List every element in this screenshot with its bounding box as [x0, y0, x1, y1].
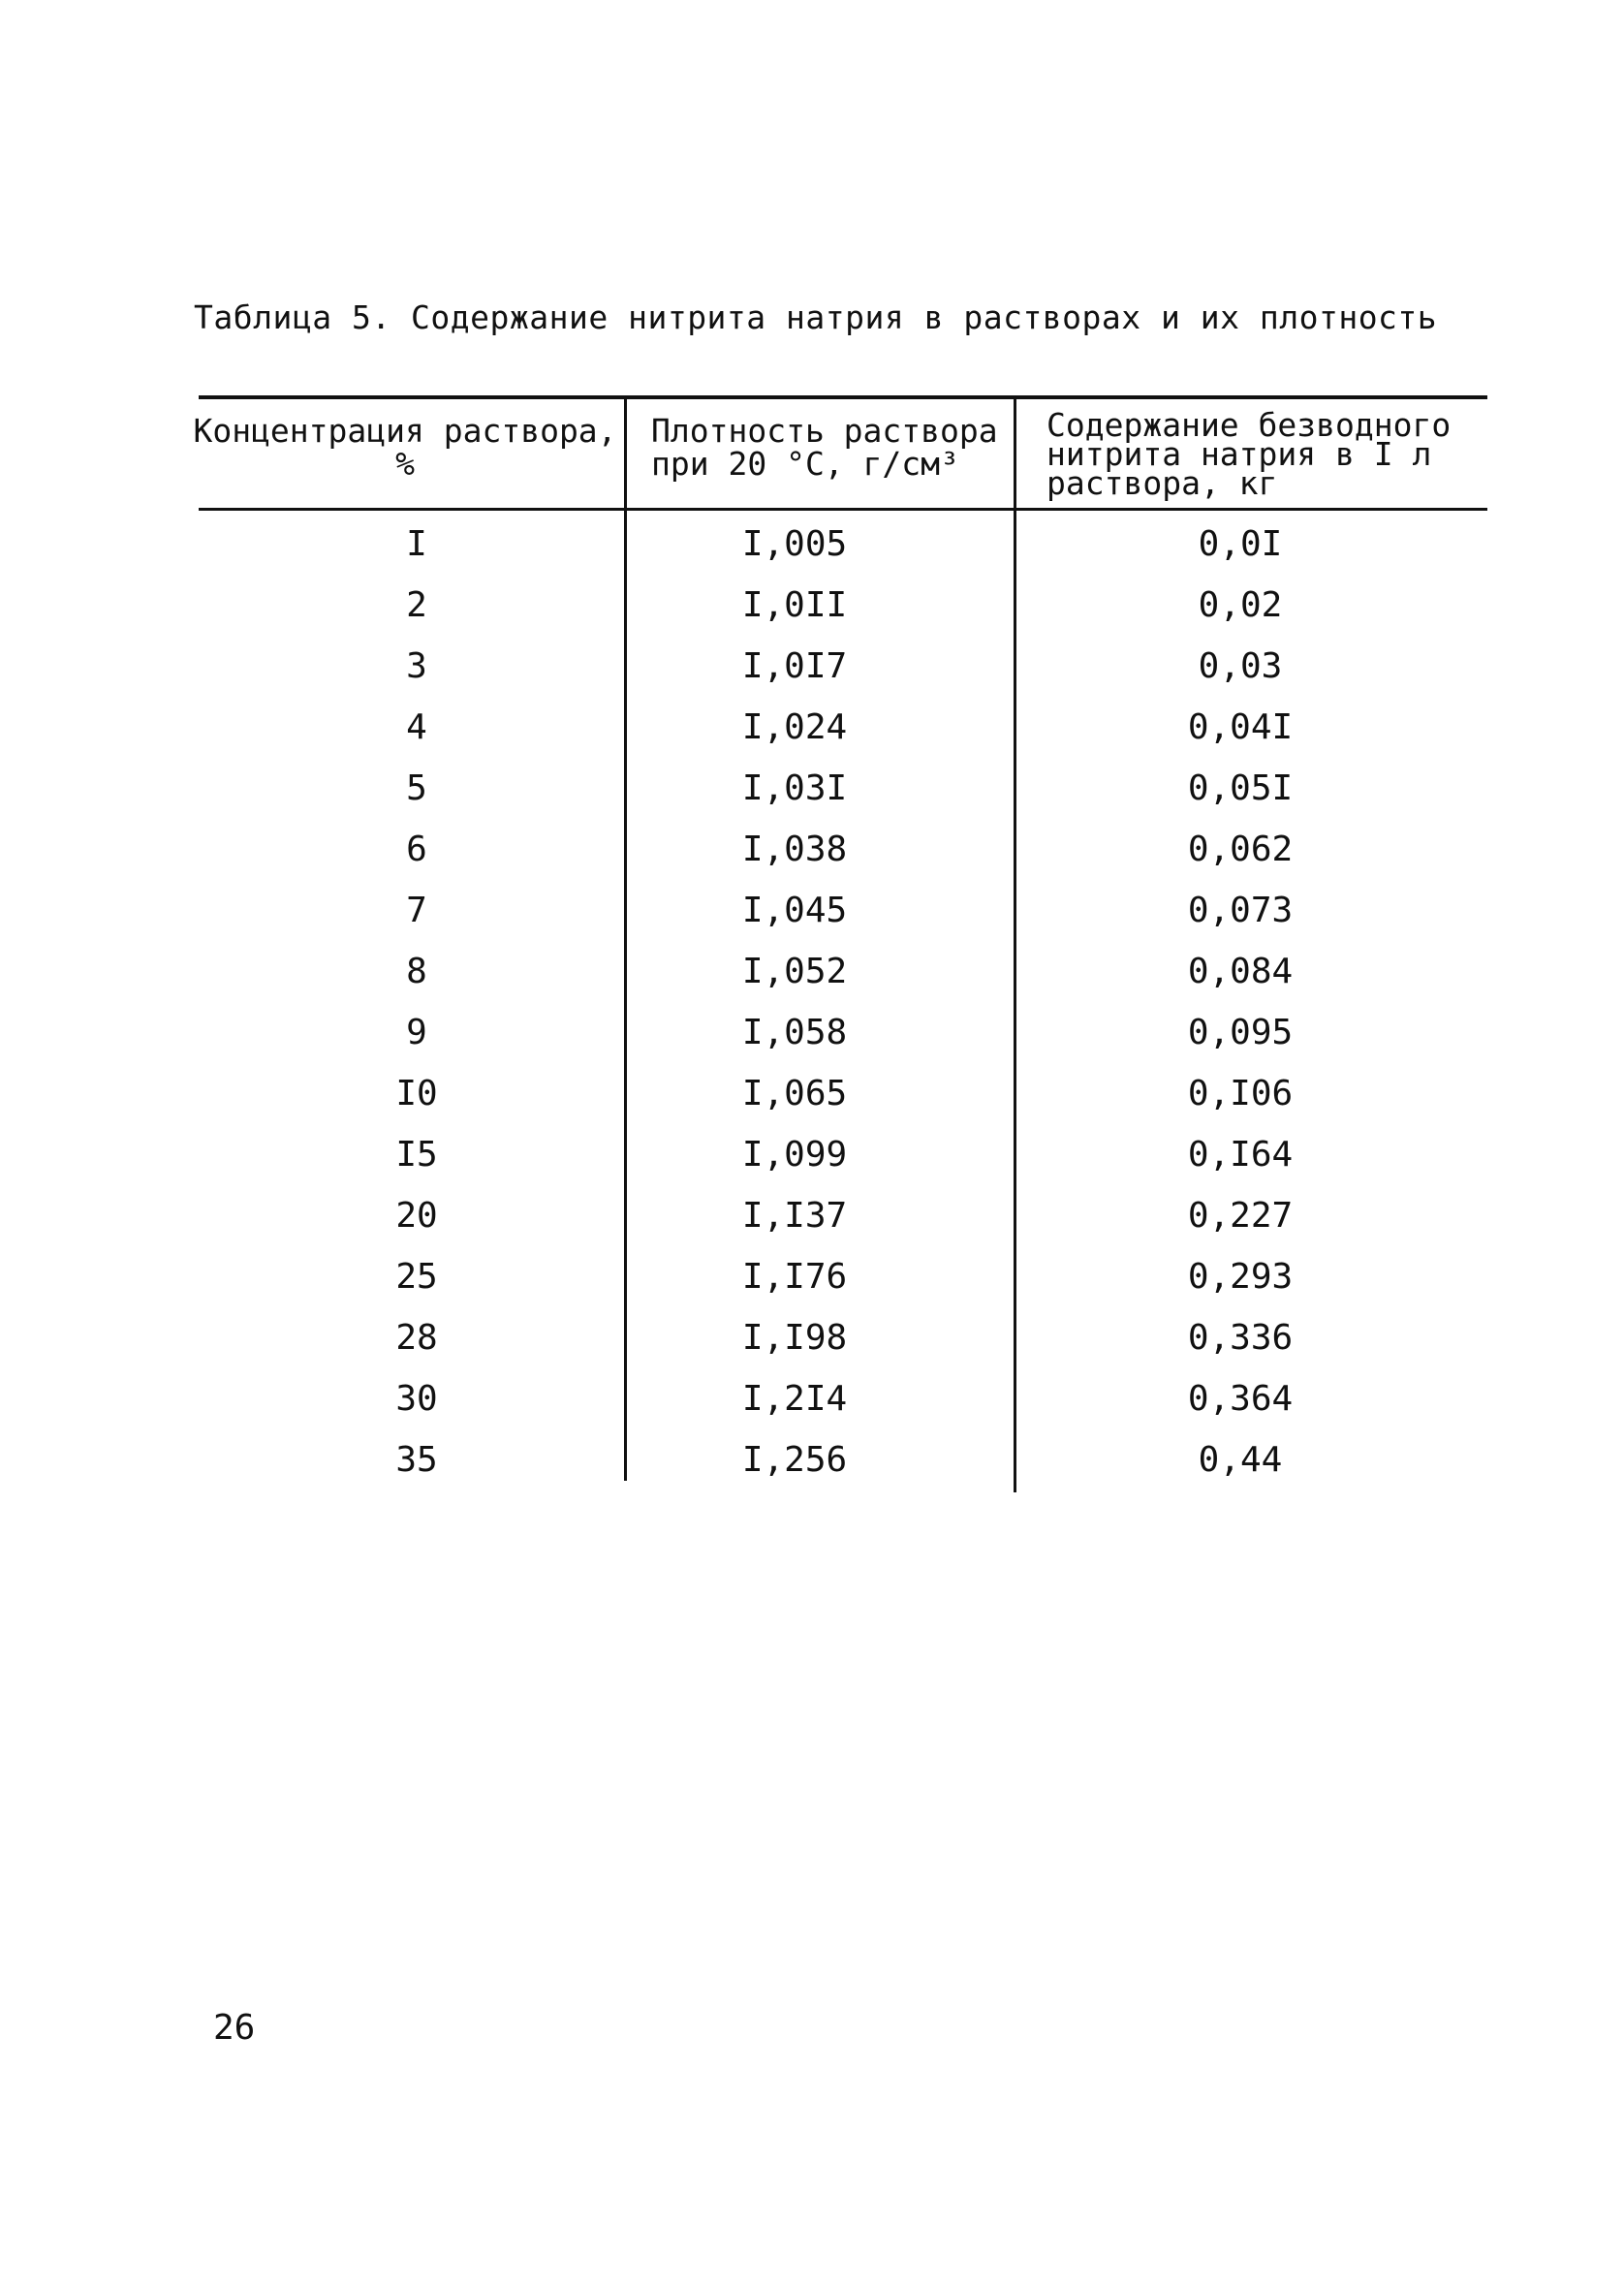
table-cell: 2 — [406, 585, 427, 625]
table-cell: 8 — [406, 952, 427, 991]
table-cell: 0,364 — [1187, 1379, 1294, 1419]
header-bottom-rule — [199, 508, 1487, 511]
header-content-line3: раствора, кг — [1046, 464, 1278, 502]
table-cell: I,I76 — [741, 1257, 848, 1297]
table-cell: I,I37 — [741, 1196, 848, 1236]
table-cell: I,03I — [741, 768, 848, 808]
table-cell: I,0II — [741, 585, 848, 625]
table-cell: I5 — [395, 1135, 438, 1175]
header-content-line1: Содержание безводного — [1046, 406, 1452, 444]
table-cell: 0,05I — [1187, 768, 1294, 808]
table-cell: 0,073 — [1187, 891, 1294, 930]
table-cell: I,099 — [741, 1135, 848, 1175]
table-cell: 0,095 — [1187, 1013, 1294, 1052]
header-content-line2: нитрита натрия в I л — [1046, 435, 1432, 473]
table-cell: I,256 — [741, 1440, 848, 1480]
table-cell: 0,I64 — [1187, 1135, 1294, 1175]
table-cell: 9 — [406, 1013, 427, 1052]
table-cell: I,065 — [741, 1074, 848, 1113]
table-cell: 6 — [406, 830, 427, 869]
header-concentration-line1: Концентрация раствора, — [193, 412, 617, 450]
table-cell: I0 — [395, 1074, 438, 1113]
column-density — [698, 514, 891, 1490]
table-cell: 0,I06 — [1187, 1074, 1294, 1113]
page-number: 26 — [213, 2008, 256, 2048]
table-cell: 4 — [406, 707, 427, 747]
table-cell: 0,44 — [1198, 1440, 1283, 1480]
table-cell: I,052 — [741, 952, 848, 991]
table-cell: I,I98 — [741, 1318, 848, 1358]
table-caption: Таблица 5. Содержание нитрита натрия в растворах и их плотность — [194, 298, 1438, 336]
column-content — [1143, 514, 1337, 1490]
column-divider-2 — [1014, 397, 1016, 1492]
table-cell: I,2I4 — [741, 1379, 848, 1419]
table-cell: 0,084 — [1187, 952, 1294, 991]
table-cell: 0,062 — [1187, 830, 1294, 869]
table-cell: 0,227 — [1187, 1196, 1294, 1236]
table-top-rule — [199, 395, 1487, 399]
column-concentration — [320, 514, 514, 1490]
table-cell: 35 — [395, 1440, 438, 1480]
table-cell: 28 — [395, 1318, 438, 1358]
table-cell: 0,336 — [1187, 1318, 1294, 1358]
table-cell: I,005 — [741, 524, 848, 564]
table-cell: 25 — [395, 1257, 438, 1297]
table-cell: 0,03 — [1198, 646, 1283, 686]
table-cell: 7 — [406, 891, 427, 930]
table-cell: I,024 — [741, 707, 848, 747]
header-concentration-line2: % — [395, 445, 415, 483]
table-cell: I,0I7 — [741, 646, 848, 686]
header-density-line2: при 20 °С, г/см³ — [651, 445, 959, 483]
table-cell: 0,0I — [1198, 524, 1283, 564]
table-cell: 0,04I — [1187, 707, 1294, 747]
table-cell: 20 — [395, 1196, 438, 1236]
header-content — [1046, 406, 1483, 502]
table-cell: 0,02 — [1198, 585, 1283, 625]
table-cell: 3 — [406, 646, 427, 686]
table-cell: I,045 — [741, 891, 848, 930]
table-cell: 0,293 — [1187, 1257, 1294, 1297]
table-cell: 5 — [406, 768, 427, 808]
header-density — [651, 412, 1000, 483]
header-density-line1: Плотность раствора — [651, 412, 998, 450]
table-cell: I,038 — [741, 830, 848, 869]
table-cell: I,058 — [741, 1013, 848, 1052]
column-divider-1 — [624, 397, 627, 1481]
table-cell: I — [406, 524, 427, 564]
header-concentration — [192, 412, 618, 483]
table-cell: 30 — [395, 1379, 438, 1419]
